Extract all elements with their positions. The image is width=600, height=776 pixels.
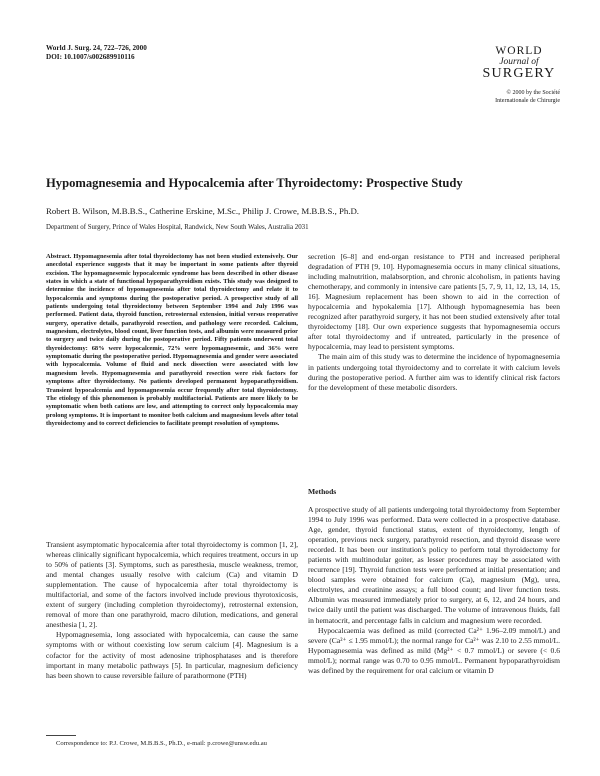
intro-paragraph-1: Transient asymptomatic hypocalcemia after total thyroidectomy is common [1, 2], whereas clinically significant hypocalcemia, which requires treatment, occurs in up to 50% of patients [3]. Symptoms, such as paresthesia, muscle weakness, tremor, and mental changes usually resolve with calcium (Ca) and vitamin D supplementation. The cause of hypocalcemia after total thyroidectomy is multifactorial, and some of the factors involved include previous thyrotoxicosis, extent of surgery (including completion thyroidectomy), retrosternal extension, removal of more than one parathyroid, macro dilution, medications, and general anesthesia [1, 2]. [46, 540, 298, 630]
intro-paragraph-2: Hypomagnesemia, long associated with hypocalcemia, can cause the same symptoms with or without coexisting low serum calcium [4]. Magnesium is a cofactor for the activity of most adenosine triphosphatases and is therefore important in many metabolic pathways [5]. In particular, magnesium deficiency has been shown to cause reversible failure of parathormone (PTH) [46, 630, 298, 680]
article-affiliation: Department of Surgery, Prince of Wales Hospital, Randwick, New South Wales, Australia 2031 [46, 224, 309, 231]
methods-paragraph-1: A prospective study of all patients undergoing total thyroidectomy from September 1994 to July 1996 was performed. Data were collected in a prospective database. Age, gender, thyroid functional status, extent of thyroidectomy, length of operation, previous neck surgery, parathyroid resection, and thyroid disease were recorded. It has been our institution's policy to perform total thyroidectomy for patients with multinodular goiter, as lesser procedures may be associated with recurrence [19]. Thyroid function tests were performed at initial presentation; and blood samples were obtained for calcium (Ca), magnesium (Mg), urea, electrolytes, and creatinine assays; a full blood count; and liver function tests. Albumin was measured immediately prior to surgery, at 6, 12, and 24 hours, and twice daily until the patient was discharged. The volume of intravenous fluids, fall in hematocrit, and percentage falls in calcium and magnesium were recorded. [308, 505, 560, 625]
journal-logo [478, 46, 560, 81]
article-authors: Robert B. Wilson, M.B.B.S., Catherine Erskine, M.Sc., Philip J. Crowe, M.B.B.S., Ph.D. [46, 206, 360, 216]
methods-paragraph-2: Hypocalcaemia was defined as mild (corrected Ca²⁺ 1.96–2.09 mmol/L) and severe (Ca²⁺ ≤ 1.95 mmol/L); the normal range for Ca²⁺ was 2.10 to 2.55 mmol/L. Hypomagnesemia was defined as mild (Mg²⁺ < 0.7 mmol/L) or severe (< 0.6 mmol/L); normal range was 0.70 to 0.95 mmol/L. Permanent hypoparathyroidism was defined by the requirement for oral calcium or vitamin D [308, 625, 560, 675]
abstract: Abstract. Hypomagnesemia after total thyroidectomy has not been studied extensively. Our anecdotal experience suggests that it may be important in some patients after thyroid excision. The hypomagnesemic hypocalcemic syndrome has been described in other disease states in which a state of functional hypoparathyroidism exists. This study was designed to determine the incidence of hypomagnesemia after total thyroidectomy and relate it to hypocalcemia and symptoms during the postoperative period. A prospective study of all patients undergoing total thyroidectomy between September 1994 and July 1996 was performed. Patient data, thyroid function, retrosternal extension, initial versus reoperative surgery, operative details, parathyroid resection, and pathology were recorded. Calcium, magnesium, electrolytes, blood count, liver function tests, and albumin were measured prior to surgery and twice daily during the postoperative period. Fifty patients underwent total thyroidectomy: 68% were hypocalcemic, 72% were hypomagnesemic, and 36% were symptomatic during the postoperative period. Hypomagnesemia and gender were associated with hypocalcemia. Volume of fluid and neck dissection were associated with low magnesium levels. Hypomagnesemia and parathyroid resection were risk factors for symptoms after thyroidectomy. No patients developed permanent hypoparathyroidism. Transient hypocalcemia and hypomagnesemia occur frequently after total thyroidectomy. The etiology of this phenomenon is probably multifactorial. Patients are more likely to be symptomatic when both cations are low, and attempting to correct only hypocalcemia may prolong symptoms. It is important to monitor both calcium and magnesium levels after total thyroidectomy and to correct deficiencies to facilitate prompt resolution of symptoms. [46, 253, 298, 427]
copyright-notice [468, 89, 560, 105]
article-title: Hypomagnesemia and Hypocalcemia after Thyroidectomy: Prospective Study [46, 176, 463, 190]
logo-line-world: WORLD [495, 45, 543, 57]
journal-citation: World J. Surg. 24, 722–726, 2000 [46, 44, 147, 52]
correspondence-footnote: Correspondence to: P.J. Crowe, M.B.B.S., Ph.D., e-mail: p.crowe@unsw.edu.au [56, 740, 267, 747]
logo-line-surgery: SURGERY [482, 66, 556, 81]
left-column [46, 540, 298, 681]
intro-paragraph-4: The main aim of this study was to determine the incidence of hypomagnesemia in patients undergoing total thyroidectomy and to correlate it with calcium levels during the postoperative period. A further aim was to identify clinical risk factors for the development of these metabolic disorders. [308, 352, 560, 392]
footnote-rule [46, 735, 76, 736]
methods-heading: Methods [308, 487, 337, 496]
logo-line-journal-of: Journal of [499, 57, 539, 67]
intro-paragraph-3: secretion [6–8] and end-organ resistance to PTH and increased peripheral degradation of PTH [9, 10]. Hypomagnesemia occurs in many clinical situations, including malnutrition, malabsorption, and chronic alcoholism, in patients having chemotherapy, and commonly in intensive care patients [5, 7, 9, 11, 12, 13, 14, 15, 16]. Magnesium replacement has been shown to aid in the correction of hypocalcemia and hypokalemia [17]. Although hypomagnesemia has been recognized after parathyroid surgery, it has not been studied extensively after total thyroidectomy [18]. Our own experience suggests that hypomagnesemia occurs after total thyroidectomy and if untreated, particularly in the presence of hypocalcemia, may lead to persistent symptoms. [308, 252, 560, 352]
doi-line: DOI: 10.1007/s002689910116 [46, 53, 135, 61]
methods-section [308, 505, 560, 676]
copyright-line-2: Internationale de Chirurgie [495, 98, 560, 104]
right-column-top [308, 252, 560, 393]
copyright-line-1: © 2000 by the Société [506, 90, 560, 96]
